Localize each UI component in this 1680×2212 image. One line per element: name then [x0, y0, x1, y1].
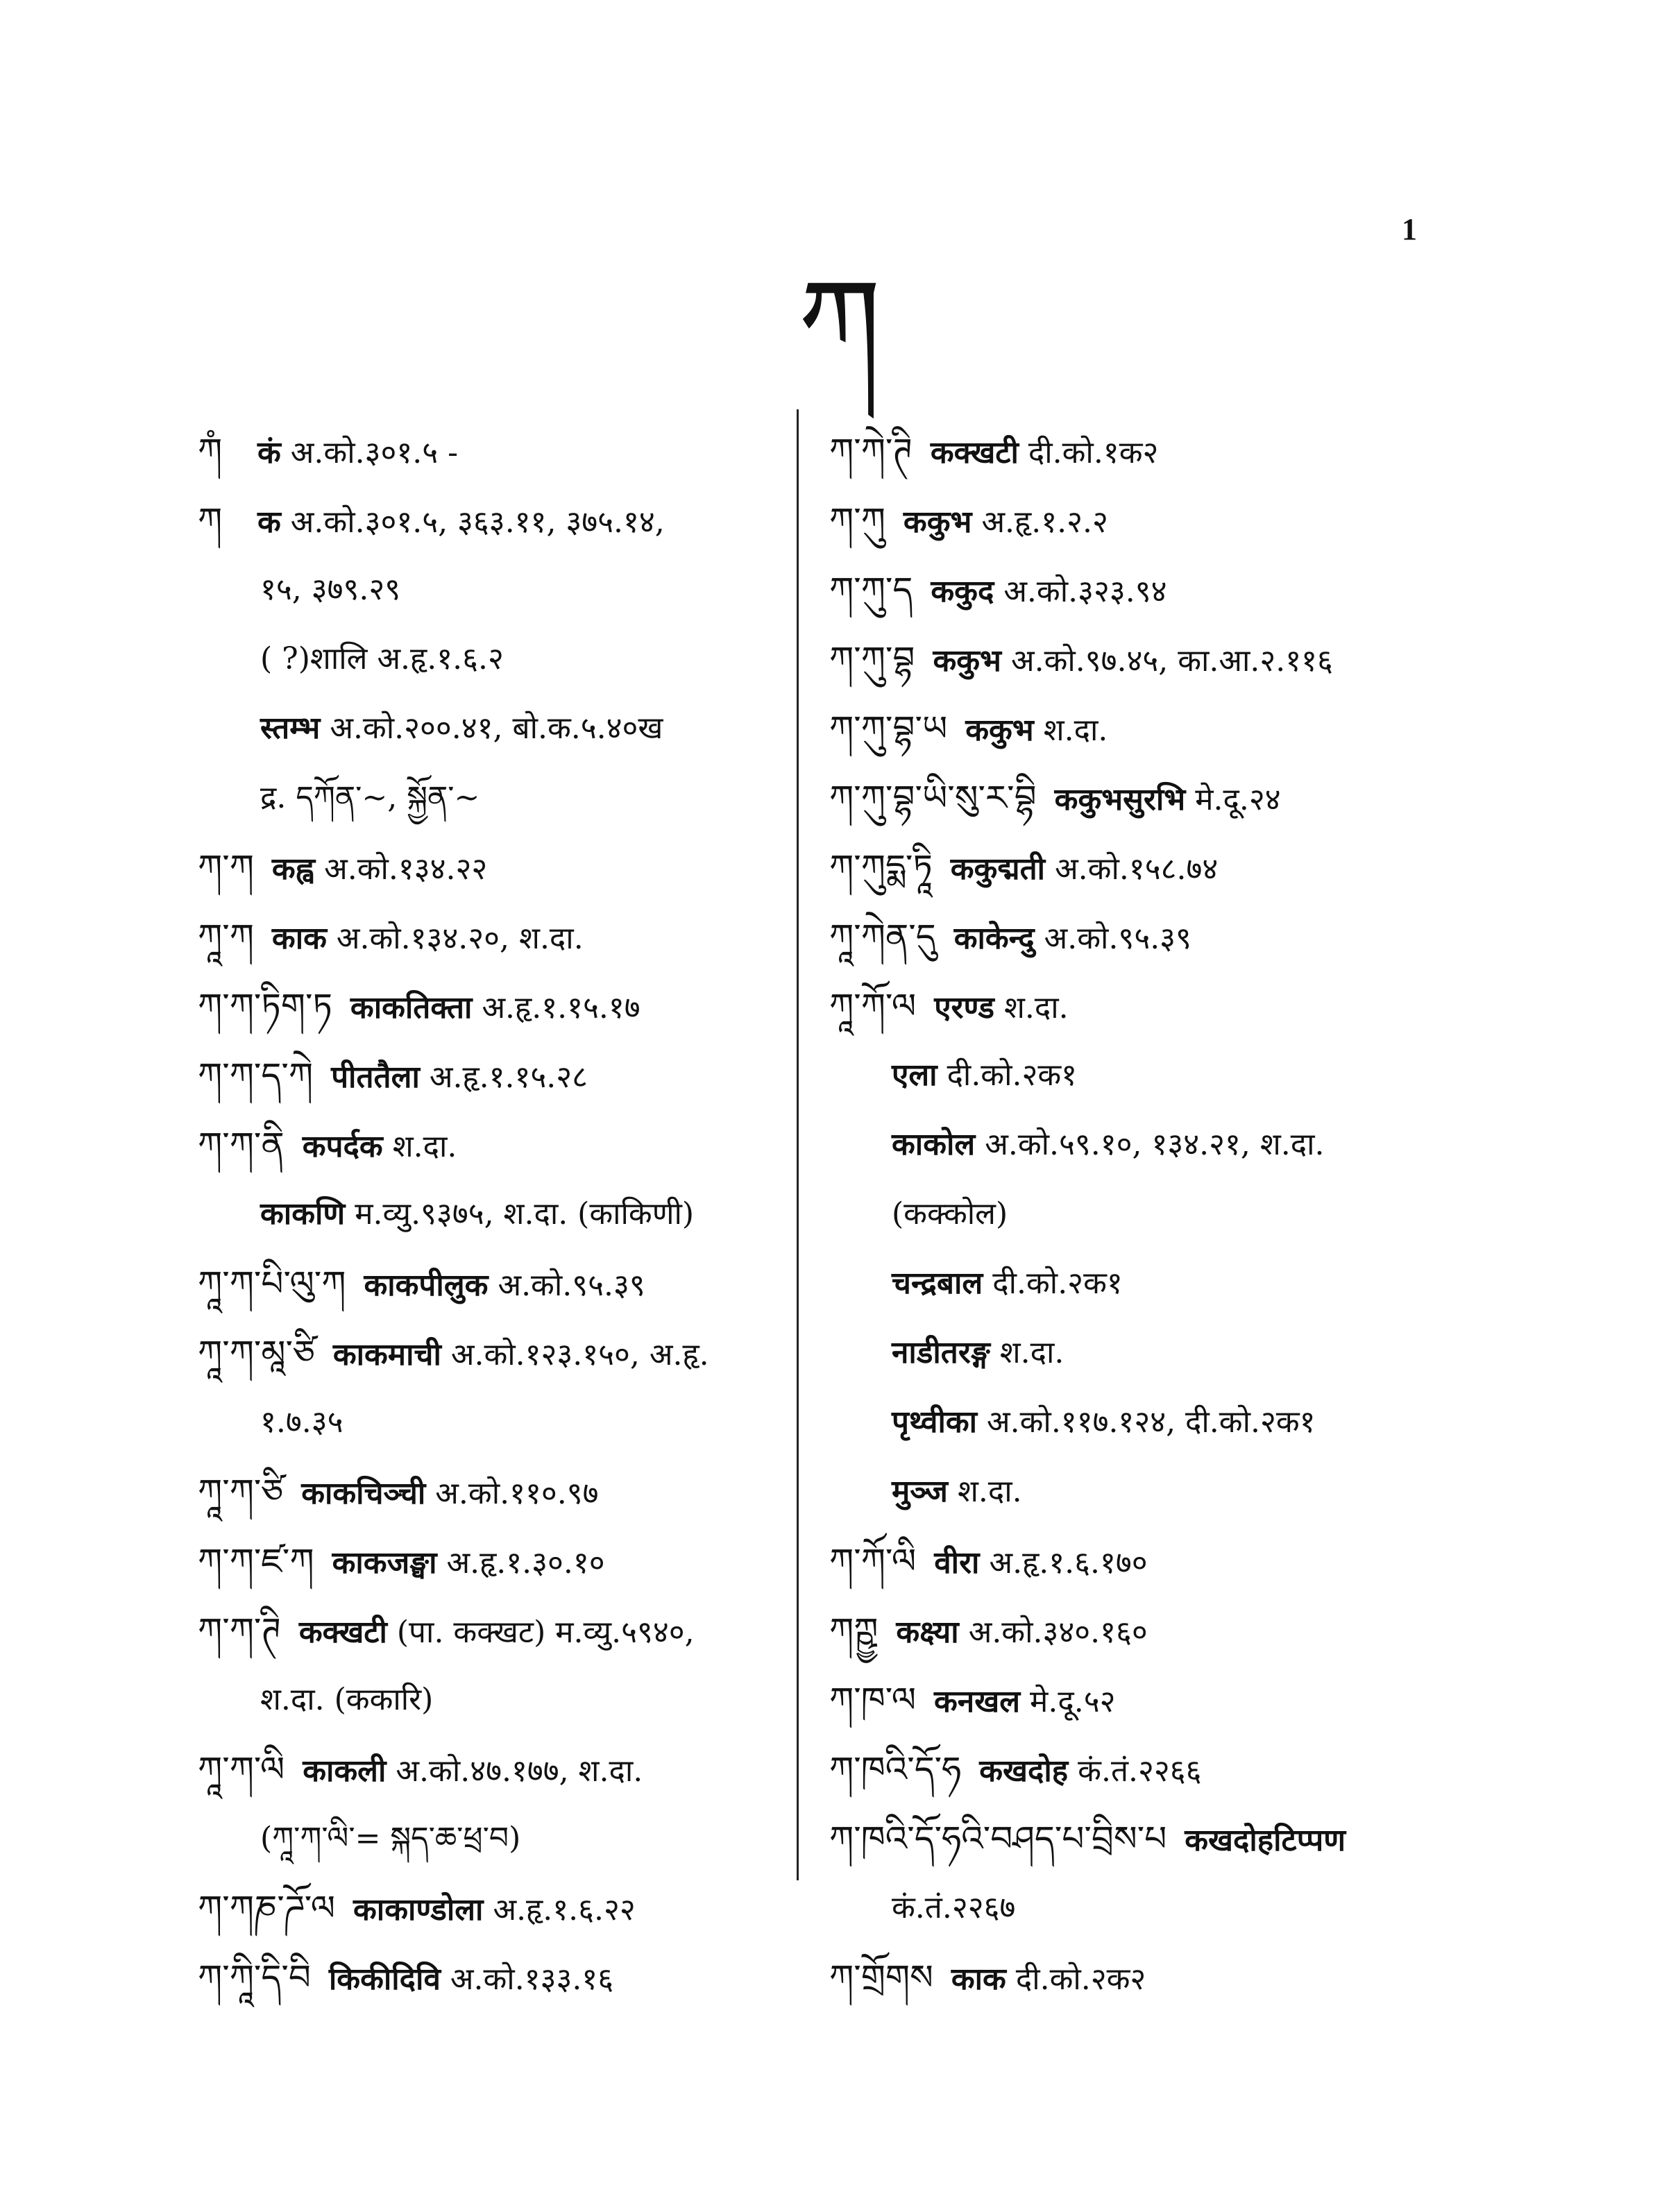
tibetan-headword: ཀ་ཁ་ལ: [829, 1680, 916, 1720]
source-reference: अ.को.३०१.५, ३६३.११, ३७५.१४,: [290, 504, 665, 540]
entry-headline: [829, 486, 1495, 555]
sanskrit-equivalent: एला: [892, 1057, 937, 1093]
sanskrit-equivalent: वीरा: [934, 1545, 980, 1581]
entry-continuation-line: [198, 694, 788, 763]
entry-headline: [198, 1457, 788, 1526]
source-reference: १.७.३५: [260, 1404, 343, 1440]
entry-headline: [198, 486, 788, 555]
sanskrit-equivalent: काकचिञ्ची: [301, 1476, 426, 1511]
dictionary-entry: [829, 486, 1495, 555]
tibetan-headword: ཀཀྵྱ: [829, 1610, 879, 1651]
entry-continuation-line: [829, 1110, 1495, 1180]
source-reference: अ.को.५९.१०, १३४.२१, श.दा.: [985, 1127, 1325, 1162]
dictionary-entry: [198, 486, 788, 833]
tibetan-headword: ཀ་ཁའི་དོ་ཧའི་བཤད་པ་བྲིས་པ: [829, 1819, 1167, 1859]
entry-headline: [829, 1804, 1495, 1873]
source-reference: अ.हृ.१.६.२२: [493, 1892, 636, 1928]
tibetan-headword: ཀ་ཀ་ཊི: [198, 1610, 281, 1651]
entry-headline: [829, 1596, 1495, 1665]
sanskrit-equivalent: एरण्ड: [934, 990, 994, 1026]
dictionary-entry: [829, 1665, 1495, 1735]
dictionary-entry: [198, 1318, 788, 1457]
source-reference: (ཀཱ་ཀ་ལི་= སྐད་ཆ་ཕྲ་བ): [260, 1821, 521, 1856]
source-reference: श.दा.: [999, 1335, 1064, 1370]
dictionary-entry: [829, 1596, 1495, 1665]
entry-headline: [198, 971, 788, 1041]
entry-headline: [198, 1249, 788, 1318]
entry-headline: [829, 555, 1495, 624]
tibetan-headword: ཀ་ཀུ: [829, 500, 885, 541]
dictionary-entry: [198, 1041, 788, 1110]
source-reference: अ.हृ.१.१५.२८: [429, 1060, 588, 1095]
source-reference: अ.को.२००.४१, बो.क.५.४०ख: [330, 711, 663, 746]
page-number: 1: [1402, 212, 1417, 246]
entry-continuation-line: [829, 1041, 1495, 1110]
sanskrit-equivalent: काकजङ्घा: [332, 1545, 437, 1581]
entry-continuation-line: [198, 555, 788, 624]
tibetan-headword: ཀ་ཀ་ཏིག་ཏ: [198, 986, 332, 1026]
source-reference: श.दा.: [1003, 990, 1069, 1026]
left-column: [198, 416, 788, 2012]
tibetan-headword: ཀཱ་ཀོ་ལ: [829, 986, 917, 1026]
sanskrit-equivalent: कखदोह: [979, 1753, 1069, 1789]
sanskrit-equivalent: ककुभ: [965, 713, 1034, 748]
sanskrit-equivalent: काकोल: [892, 1127, 976, 1162]
column-divider: [797, 409, 799, 1880]
entry-continuation-line: [829, 1180, 1495, 1249]
entry-continuation-line: [829, 1457, 1495, 1526]
dictionary-entry: [829, 902, 1495, 971]
entry-continuation-line: [198, 763, 788, 833]
entry-headline: [198, 1318, 788, 1388]
entry-continuation-line: [198, 624, 788, 694]
source-reference: अ.को.१३४.२२: [324, 851, 488, 887]
sanskrit-equivalent: स्तम्भ: [260, 711, 321, 746]
tibetan-headword: ཀ: [198, 500, 223, 541]
dictionary-entry: [829, 1735, 1495, 1804]
sanskrit-equivalent: ककुभ: [903, 504, 972, 540]
source-reference: दी.को.२क१: [992, 1266, 1123, 1301]
entry-headline: [198, 833, 788, 902]
entry-headline: [829, 971, 1495, 1041]
dictionary-entry: [198, 416, 788, 486]
tibetan-headword: ཀ་ཀ་ཛ་ཀ: [198, 1541, 314, 1581]
sanskrit-equivalent: कक्खटी: [930, 435, 1019, 470]
source-reference: श.दा. (ककारि): [260, 1682, 434, 1717]
entry-headline: [198, 1110, 788, 1180]
entry-headline: [198, 1596, 788, 1665]
source-reference: अ.को.१३४.२०, श.दा.: [336, 921, 584, 956]
sanskrit-equivalent: ककुद: [931, 574, 994, 609]
source-reference: अ.को.१२३.१५०, अ.हृ.: [450, 1337, 709, 1372]
sanskrit-equivalent: चन्द्रबाल: [892, 1266, 983, 1301]
tibetan-headword: ཀ་ཀུ་བྷ་ཡི་སུ་ར་བྷི: [829, 778, 1037, 818]
source-reference: अ.हृ.१.६.१७०: [989, 1545, 1148, 1581]
dictionary-entry: [829, 694, 1495, 763]
dictionary-entry: [829, 1804, 1495, 1943]
sanskrit-equivalent: कक्ष्या: [896, 1615, 959, 1650]
entry-headline: [198, 902, 788, 971]
source-reference: दी.को.१क२: [1028, 435, 1159, 470]
entry-headline: [829, 1943, 1495, 2012]
sanskrit-equivalent: ककुभ: [933, 643, 1001, 679]
dictionary-entry: [198, 1735, 788, 1873]
tibetan-headword: ཀཱ་ཀ་ལི: [198, 1749, 285, 1789]
source-reference: अ.को.११०.९७: [435, 1476, 599, 1511]
source-reference: अ.को.९७.४५, का.आ.२.११६: [1010, 643, 1333, 679]
dictionary-entry: [198, 1249, 788, 1318]
dictionary-entry: [829, 1943, 1495, 2012]
source-reference: श.दा.: [1043, 713, 1108, 748]
source-reference: अ.हृ.१.२.२: [981, 504, 1108, 540]
dictionary-entry: [198, 1943, 788, 2012]
tibetan-headword: ཀ་ཀེ་ཊི: [829, 431, 913, 471]
source-reference: अ.हृ.१.१५.१७: [482, 990, 640, 1026]
dictionary-entry: [829, 624, 1495, 694]
source-reference: अ.को.१५८.७४: [1055, 851, 1219, 887]
tibetan-headword: ཀ་ཁའི་དོ་ཧ: [829, 1749, 962, 1789]
source-reference: अ.को.३२३.९४: [1003, 574, 1167, 609]
tibetan-headword: ཀཾ: [198, 431, 223, 471]
source-reference: १५, ३७९.२९: [260, 572, 401, 607]
tibetan-headword: ཀ་ཀཱི་དི་བི: [198, 1957, 311, 1998]
tibetan-headword: ཀཱ་ཀ་ཙི: [198, 1472, 284, 1512]
dictionary-entry: [198, 902, 788, 971]
entry-continuation-line: [198, 1804, 788, 1873]
entry-headline: [198, 1526, 788, 1596]
dictionary-entry: [198, 1873, 788, 1943]
source-reference: श.दा.: [957, 1474, 1022, 1509]
sanskrit-equivalent: कपर्दक: [302, 1129, 383, 1164]
entry-continuation-line: [198, 1180, 788, 1249]
dictionary-entry: [198, 1457, 788, 1526]
source-reference: श.दा.: [392, 1129, 457, 1164]
tibetan-headword: ཀ་ཀོ་ལི: [829, 1541, 917, 1581]
entry-headline: [829, 902, 1495, 971]
tibetan-headword: ཀ་གྲོགས: [829, 1957, 933, 1998]
tibetan-headword: ཀ་ཀུ་བྷ: [829, 639, 915, 679]
entry-continuation-line: [829, 1873, 1495, 1943]
entry-headline: [198, 416, 788, 486]
source-reference: अ.हृ.१.३०.१०: [446, 1545, 605, 1581]
dictionary-entry: [198, 1596, 788, 1735]
sanskrit-equivalent: काक: [951, 1962, 1006, 1997]
sanskrit-equivalent: कं: [257, 435, 281, 470]
entry-headline: [829, 624, 1495, 694]
section-heading-letter: ཀ: [798, 254, 881, 391]
sanskrit-equivalent: क: [257, 504, 281, 540]
sanskrit-equivalent: काकमाची: [332, 1337, 441, 1372]
entry-headline: [198, 1943, 788, 2012]
entry-headline: [829, 763, 1495, 833]
source-reference: अ.को.११७.१२४, दी.को.२क१: [987, 1404, 1316, 1440]
dictionary-entry: [829, 1526, 1495, 1596]
entry-continuation-line: [829, 1318, 1495, 1388]
dictionary-entry: [829, 416, 1495, 486]
source-reference: म.व्यु.९३७५, श.दा. (काकिणी): [355, 1196, 695, 1232]
entry-headline: [198, 1041, 788, 1110]
entry-continuation-line: [198, 1665, 788, 1735]
tibetan-headword: ཀ་ཀ: [198, 847, 254, 887]
source-reference: मे.दू.५२: [1030, 1684, 1116, 1719]
source-reference: अ.को.३४०.१६०: [968, 1615, 1148, 1650]
tibetan-headword: ཀ་ཀ་ད་ཀེ: [198, 1055, 314, 1096]
source-reference: कं.तं.२२६६: [1078, 1753, 1202, 1789]
source-reference: (कक्कोल): [892, 1196, 1008, 1232]
source-reference: अ.को.१३३.१६: [450, 1962, 614, 1997]
dictionary-entry: [829, 971, 1495, 1526]
sanskrit-equivalent: पृथ्वीका: [892, 1404, 978, 1440]
entry-headline: [829, 416, 1495, 486]
tibetan-headword: ཀ་ཀ་ནི: [198, 1125, 285, 1165]
sanskrit-equivalent: काकणि: [260, 1196, 346, 1232]
source-reference: द्र. དཀོན་~, སྐྱོན་~: [260, 780, 480, 815]
dictionary-entry: [829, 833, 1495, 902]
tibetan-headword: ཀཱ་ཀ་པི་ལུ་ཀ: [198, 1264, 346, 1304]
sanskrit-equivalent: कनखल: [934, 1684, 1021, 1719]
entry-headline: [829, 1665, 1495, 1735]
sanskrit-equivalent: काकली: [303, 1753, 387, 1789]
sanskrit-equivalent: ककुभसुरभि: [1054, 782, 1186, 817]
dictionary-entry: [198, 1526, 788, 1596]
source-reference: ( ?)शालि अ.हृ.१.६.२: [260, 641, 504, 677]
source-reference: अ.को.९५.३९: [498, 1268, 645, 1303]
dictionary-entry: [198, 833, 788, 902]
source-reference: दी.को.२क१: [947, 1057, 1078, 1093]
entry-headline: [829, 694, 1495, 763]
sanskrit-equivalent: कक्खटी: [298, 1615, 387, 1650]
dictionary-entry: [198, 1110, 788, 1249]
entry-headline: [198, 1735, 788, 1804]
source-reference: दी.को.२क२: [1015, 1962, 1146, 1997]
entry-headline: [829, 833, 1495, 902]
source-reference: अ.को.९५.३९: [1044, 921, 1191, 956]
source-reference: (पा. कक्खट) म.व्यु.५९४०,: [396, 1615, 695, 1650]
sanskrit-equivalent: काकेन्दु: [953, 921, 1035, 956]
sanskrit-equivalent: कखदोहटिप्पण: [1185, 1823, 1346, 1858]
dictionary-entry: [829, 555, 1495, 624]
tibetan-headword: ཀ་ཀུདྨ་ཏཱི: [829, 847, 933, 887]
right-column: [829, 416, 1495, 2012]
entry-headline: [198, 1873, 788, 1943]
tibetan-headword: ཀཱ་ཀེན་དུ: [829, 917, 936, 957]
sanskrit-equivalent: काकतिक्ता: [350, 990, 473, 1026]
sanskrit-equivalent: किकीदिवि: [328, 1962, 441, 1997]
entry-continuation-line: [198, 1388, 788, 1457]
sanskrit-equivalent: कह्व: [271, 851, 315, 887]
sanskrit-equivalent: मुञ्ज: [892, 1474, 948, 1509]
dictionary-entry: [829, 763, 1495, 833]
source-reference: अ.को.३०१.५ -: [290, 435, 458, 470]
sanskrit-equivalent: काकाण्डोला: [353, 1892, 484, 1928]
source-reference: कं.तं.२२६७: [892, 1890, 1016, 1925]
entry-continuation-line: [829, 1249, 1495, 1318]
sanskrit-equivalent: पीततैला: [331, 1060, 420, 1095]
source-reference: अ.को.४७.१७७, श.दा.: [396, 1753, 643, 1789]
entry-continuation-line: [829, 1388, 1495, 1457]
source-reference: मे.दू.२४: [1195, 782, 1281, 817]
tibetan-headword: ཀ་ཀུ་བྷ་ཡ: [829, 708, 948, 749]
tibetan-headword: ཀཱ་ཀ་མཱ་ཙི: [198, 1333, 315, 1373]
entry-headline: [829, 1735, 1495, 1804]
tibetan-headword: ཀ་ཀཎ་ཌོ་ལ: [198, 1888, 335, 1928]
sanskrit-equivalent: काक: [271, 921, 327, 956]
tibetan-headword: ཀ་ཀུ་ད: [829, 570, 913, 610]
sanskrit-equivalent: नाडीतरङ्ग: [892, 1335, 990, 1370]
tibetan-headword: ཀཱ་ཀ: [198, 917, 254, 957]
entry-headline: [829, 1526, 1495, 1596]
sanskrit-equivalent: काकपीलुक: [364, 1268, 489, 1303]
sanskrit-equivalent: ककुद्मती: [950, 851, 1046, 887]
dictionary-entry: [198, 971, 788, 1041]
